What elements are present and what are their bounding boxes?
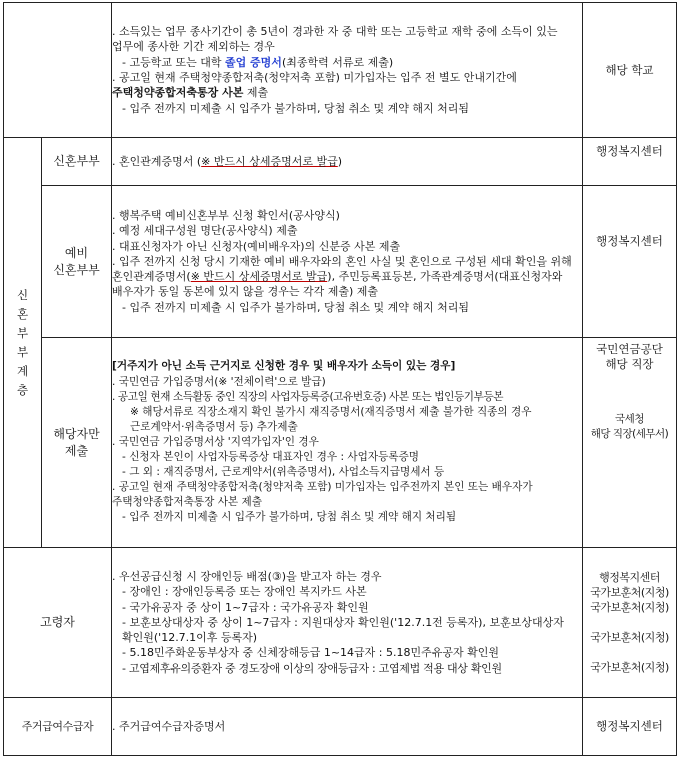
category-label: 고령자 (4, 548, 112, 698)
text-line: - 그 외 : 재직증명서, 근로계약서(위촉증명서), 사업소득지급명세서 등 (122, 466, 445, 479)
applicable-content (112, 338, 583, 548)
text-line: - 보훈보상대상자 중 상이 1~7급자 : 지원대상자 확인원('12.7.1전 등록자), 보훈보상대상자 확인원('12.7.1이후 등록자) (122, 615, 564, 645)
highlight-text: 졸업 증명서 (224, 55, 282, 69)
underlined-text: ※ 반드시 상세증명서로 발급 (190, 270, 328, 284)
elderly-content (112, 548, 583, 698)
text-line: - 장애인 : 장애인등록증 또는 장애인 복지카드 사본 (122, 585, 367, 599)
issuer-cell: 행정복지센터 (583, 186, 677, 338)
school-content (112, 3, 583, 138)
issuer-text: 국가보훈처(지청) (590, 631, 669, 644)
prospective-content (112, 186, 583, 338)
text-line: . 공고일 현재 소득활동 중인 직장의 사업자등록증(고유번호증) 사본 또는 법인등기부등본 (112, 390, 504, 403)
row-elderly (4, 548, 677, 698)
text-line: . 공고일 현재 주택청약종합저축(청약저축 포함) 미가입자는 입주전까지 본인 또는 배우자가 주택청약종합저축통장 사본 제출 (112, 481, 533, 509)
text-line: . 소득있는 업무 종사기간이 총 5년이 경과한 자 중 대학 또는 고등학교 재학 중에 소득이 있는 업무에 종사한 기간 제외하는 경우 (112, 25, 558, 54)
text-line: . 주거급여수급자증명서 (112, 719, 226, 733)
text-line: . 혼인관계증명서 (※ 반드시 상세증명서로 발급) (112, 154, 343, 168)
bold-text: 주택청약종합저축통장 사본 (112, 86, 244, 100)
issuer-cell: 행정복지센터 (583, 138, 677, 186)
text-line: . 국민연금 가입증명서(※ '전체이력'으로 발급) (112, 375, 326, 388)
category-label: 신혼부부 (42, 138, 112, 186)
group-label-newlywed-class: 신혼부부계층 (4, 138, 42, 548)
newlywed-content (112, 138, 583, 186)
issuer-cell (583, 548, 677, 698)
row-school (4, 3, 677, 138)
empty-label-cell (4, 3, 112, 138)
issuer-text: 국민연금공단 해당 직장 (596, 342, 663, 371)
issuer-cell (583, 338, 677, 548)
text-line: - 고등학교 또는 대학 졸업 증명서(최종학력 서류로 제출) (122, 55, 394, 69)
text-line: - 신청자 본인이 사업자등록증상 대표자인 경우 : 사업자등록증명 (122, 451, 420, 464)
text-line: . 행복주택 예비신혼부부 신청 확인서(공사양식) (112, 208, 340, 222)
text-line: . 우선공급신청 시 장애인등 배점(③)을 받고자 하는 경우 (112, 569, 382, 583)
section-heading: [거주지가 아닌 소득 근거지로 신청한 경우 및 배우자가 소득이 있는 경우] (112, 360, 456, 373)
category-label: 해당자만 제출 (42, 338, 112, 548)
text-line: - 5.18민주화운동부상자 중 신체장해등급 1~14급자 : 5.18민주유공자 확인원 (122, 646, 499, 660)
category-label: 주거급여수급자 (4, 698, 112, 756)
text-line: - 입주 전까지 미제출 시 입주가 불가하며, 당첨 취소 및 계약 해지 처리됨 (122, 101, 469, 115)
text-line: . 대표신청자가 아닌 신청자(예비배우자)의 신분증 사본 제출 (112, 239, 401, 253)
text-line: - 입주 전까지 미제출 시 입주가 불가하며, 당첨 취소 및 계약 해지 처리됨 (122, 300, 469, 314)
text-line: - 국가유공자 중 상이 1~7급자 : 국가유공자 확인원 (122, 600, 369, 614)
issuer-text: 국가보훈처(지청) (590, 586, 669, 599)
issuer-text: 국세청 해당 직장(세무서) (590, 413, 669, 440)
issuer-cell: 해당 학교 (583, 3, 677, 138)
row-prospective-newlywed (4, 186, 677, 338)
issuer-text: 국가보훈처(지청) (590, 661, 669, 674)
issuer-text: 국가보훈처(지청) (590, 601, 669, 614)
row-housing-benefit (4, 698, 677, 756)
text-line: . 입주 전까지 신청 당시 기재한 예비 배우자와의 혼인 사실 및 혼인으로 구성된 세대 확인을 위해 혼인관계증명서(※ 반드시 상세증명서로 발급), 주민등록표등본, 가족관계증명서(대표신청자와 배우자가 동일 동본에 있지 않을 경우는 각각 제출) 제출 (112, 254, 572, 299)
text-line: . 국민연금 가입증명서상 '지역가입자'인 경우 (112, 435, 319, 448)
row-applicable-only (4, 338, 677, 548)
issuer-text: 행정복지센터 (599, 571, 660, 584)
housing-content (112, 698, 583, 756)
text-line: - 고엽제후유의증환자 중 경도장애 이상의 장애등급자 : 고엽제법 적용 대상 확인원 (122, 661, 502, 675)
category-label: 예비 신혼부부 (42, 186, 112, 338)
text-line: - 입주 전까지 미제출 시 입주가 불가하며, 당첨 취소 및 계약 해지 처리됨 (122, 511, 457, 524)
underlined-text: ※ 반드시 상세증명서로 발급 (201, 154, 338, 168)
issuer-cell: 행정복지센터 (583, 698, 677, 756)
text-line: . 공고일 현재 주택청약종합저축(청약저축 포함) 미가입자는 입주 전 별도 안내기간에 주택청약종합저축통장 사본 제출 (112, 71, 517, 100)
document-table (3, 2, 677, 756)
text-line: . 예정 세대구성원 명단(공사양식) 제출 (112, 224, 298, 238)
text-line: ※ 해당서류로 직장소재지 확인 불가시 재직증명서(재직증명서 제출 불가한 직종의 경우 근로계약서·위촉증명서 등) 추가제출 (130, 405, 532, 433)
row-newlywed (4, 138, 677, 186)
